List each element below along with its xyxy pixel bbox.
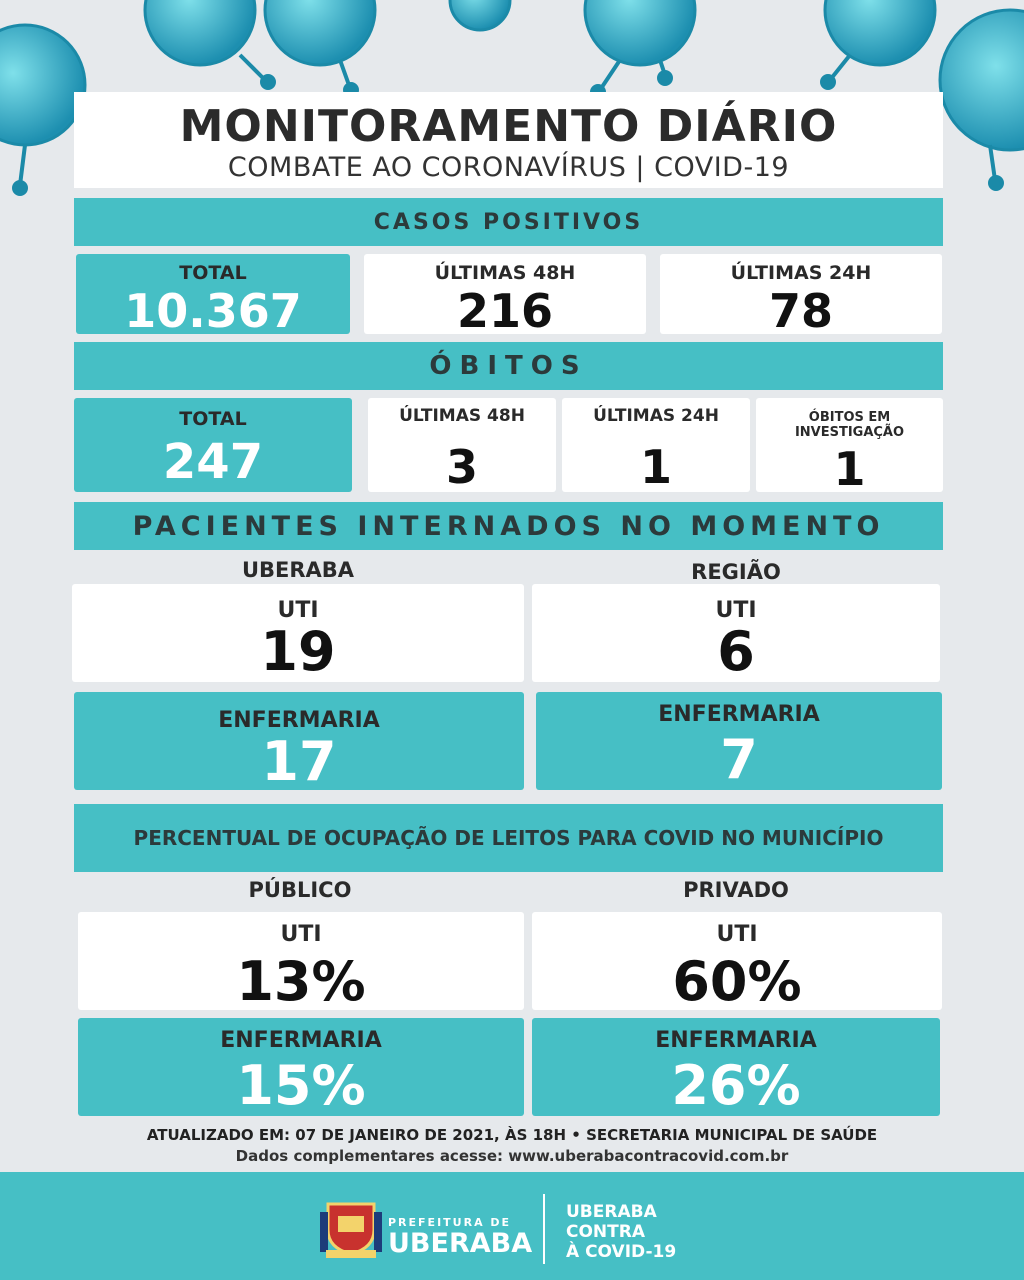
obitos-total-value: 247 bbox=[162, 434, 264, 490]
prefeitura-name: UBERABA bbox=[388, 1228, 533, 1259]
privado-uti-label: UTI bbox=[716, 922, 758, 947]
obitos-total-label: TOTAL bbox=[179, 408, 247, 430]
page-subtitle: COMBATE AO CORONAVÍRUS | COVID-19 bbox=[227, 152, 790, 183]
publico-enf-value: 15% bbox=[236, 1054, 366, 1117]
uberaba-enf-card bbox=[74, 692, 524, 793]
page-title: MONITORAMENTO DIÁRIO bbox=[179, 101, 838, 152]
publico-uti-value: 13% bbox=[236, 950, 366, 1013]
obitos-investigacao-card bbox=[756, 398, 943, 496]
footer-band bbox=[0, 1172, 1024, 1280]
obitos-investigacao-label-line2: INVESTIGAÇÃO bbox=[794, 425, 905, 440]
internados-heading: PACIENTES INTERNADOS NO MOMENTO bbox=[74, 502, 943, 550]
casos-24h-value: 78 bbox=[768, 284, 833, 338]
casos-48h-label: ÚLTIMAS 48H bbox=[434, 262, 576, 284]
campaign-line-3: À COVID-19 bbox=[566, 1242, 677, 1262]
publico-enf-card bbox=[78, 1018, 524, 1116]
updated-note: ATUALIZADO EM: 07 DE JANEIRO DE 2021, ÀS 18H • SECRETARIA MUNICIPAL DE SAÚDE bbox=[146, 1126, 878, 1144]
casos-total-label: TOTAL bbox=[179, 262, 247, 284]
obitos-48h-value: 3 bbox=[445, 440, 478, 494]
footer-divider bbox=[543, 1194, 545, 1264]
obitos-48h-label: ÚLTIMAS 48H bbox=[399, 406, 525, 426]
casos-total-value: 10.367 bbox=[124, 284, 302, 338]
casos-24h-label: ÚLTIMAS 24H bbox=[730, 262, 872, 284]
obitos-investigacao-label bbox=[756, 410, 943, 440]
obitos-investigacao-value: 1 bbox=[833, 442, 866, 496]
casos-24h-card bbox=[660, 254, 942, 338]
uberaba-uti-label: UTI bbox=[277, 598, 319, 623]
campaign-line-2: CONTRA bbox=[566, 1222, 645, 1242]
obitos-total-card bbox=[74, 398, 352, 492]
regiao-enf-value: 7 bbox=[720, 728, 758, 791]
publico-label: PÚBLICO bbox=[248, 878, 352, 902]
privado-enf-value: 26% bbox=[671, 1054, 801, 1117]
uberaba-uti-card bbox=[72, 584, 524, 682]
casos-heading: CASOS POSITIVOS bbox=[74, 198, 943, 246]
casos-48h-value: 216 bbox=[456, 284, 554, 338]
uberaba-uti-value: 19 bbox=[260, 620, 336, 683]
publico-uti-card bbox=[78, 912, 524, 1013]
privado-enf-label: ENFERMARIA bbox=[655, 1028, 817, 1053]
obitos-heading: ÓBITOS bbox=[74, 342, 943, 390]
campaign-label bbox=[566, 1202, 676, 1262]
regiao-label: REGIÃO bbox=[691, 560, 781, 584]
privado-uti-card bbox=[532, 912, 942, 1013]
obitos-24h-value: 1 bbox=[639, 440, 672, 494]
header-panel bbox=[74, 92, 943, 188]
regiao-enf-card bbox=[536, 692, 942, 790]
more-info-note: Dados complementares acesse: www.uberabacontracovid.com.br bbox=[235, 1147, 789, 1165]
ocupacao-heading: PERCENTUAL DE OCUPAÇÃO DE LEITOS PARA COVID NO MUNICÍPIO bbox=[74, 804, 943, 872]
casos-total-card bbox=[76, 254, 350, 338]
prefeitura-small-label: PREFEITURA DE bbox=[388, 1216, 512, 1229]
regiao-uti-label: UTI bbox=[715, 598, 757, 623]
city-coat-of-arms-icon bbox=[318, 1194, 384, 1260]
obitos-24h-label: ÚLTIMAS 24H bbox=[593, 406, 719, 426]
uberaba-enf-value: 17 bbox=[261, 730, 337, 793]
obitos-48h-card bbox=[368, 398, 556, 492]
privado-enf-card bbox=[532, 1018, 940, 1116]
privado-label: PRIVADO bbox=[683, 878, 789, 902]
uberaba-enf-label: ENFERMARIA bbox=[218, 708, 380, 733]
privado-uti-value: 60% bbox=[672, 950, 802, 1013]
publico-enf-label: ENFERMARIA bbox=[220, 1028, 382, 1053]
regiao-uti-value: 6 bbox=[717, 620, 755, 683]
campaign-line-1: UBERABA bbox=[566, 1202, 657, 1222]
publico-uti-label: UTI bbox=[280, 922, 322, 947]
regiao-enf-label: ENFERMARIA bbox=[658, 702, 820, 727]
obitos-24h-card bbox=[562, 398, 750, 492]
casos-48h-card bbox=[364, 254, 646, 338]
regiao-uti-card bbox=[532, 584, 940, 682]
obitos-investigacao-label-line1: ÓBITOS EM bbox=[808, 410, 891, 425]
uberaba-label: UBERABA bbox=[241, 558, 355, 582]
